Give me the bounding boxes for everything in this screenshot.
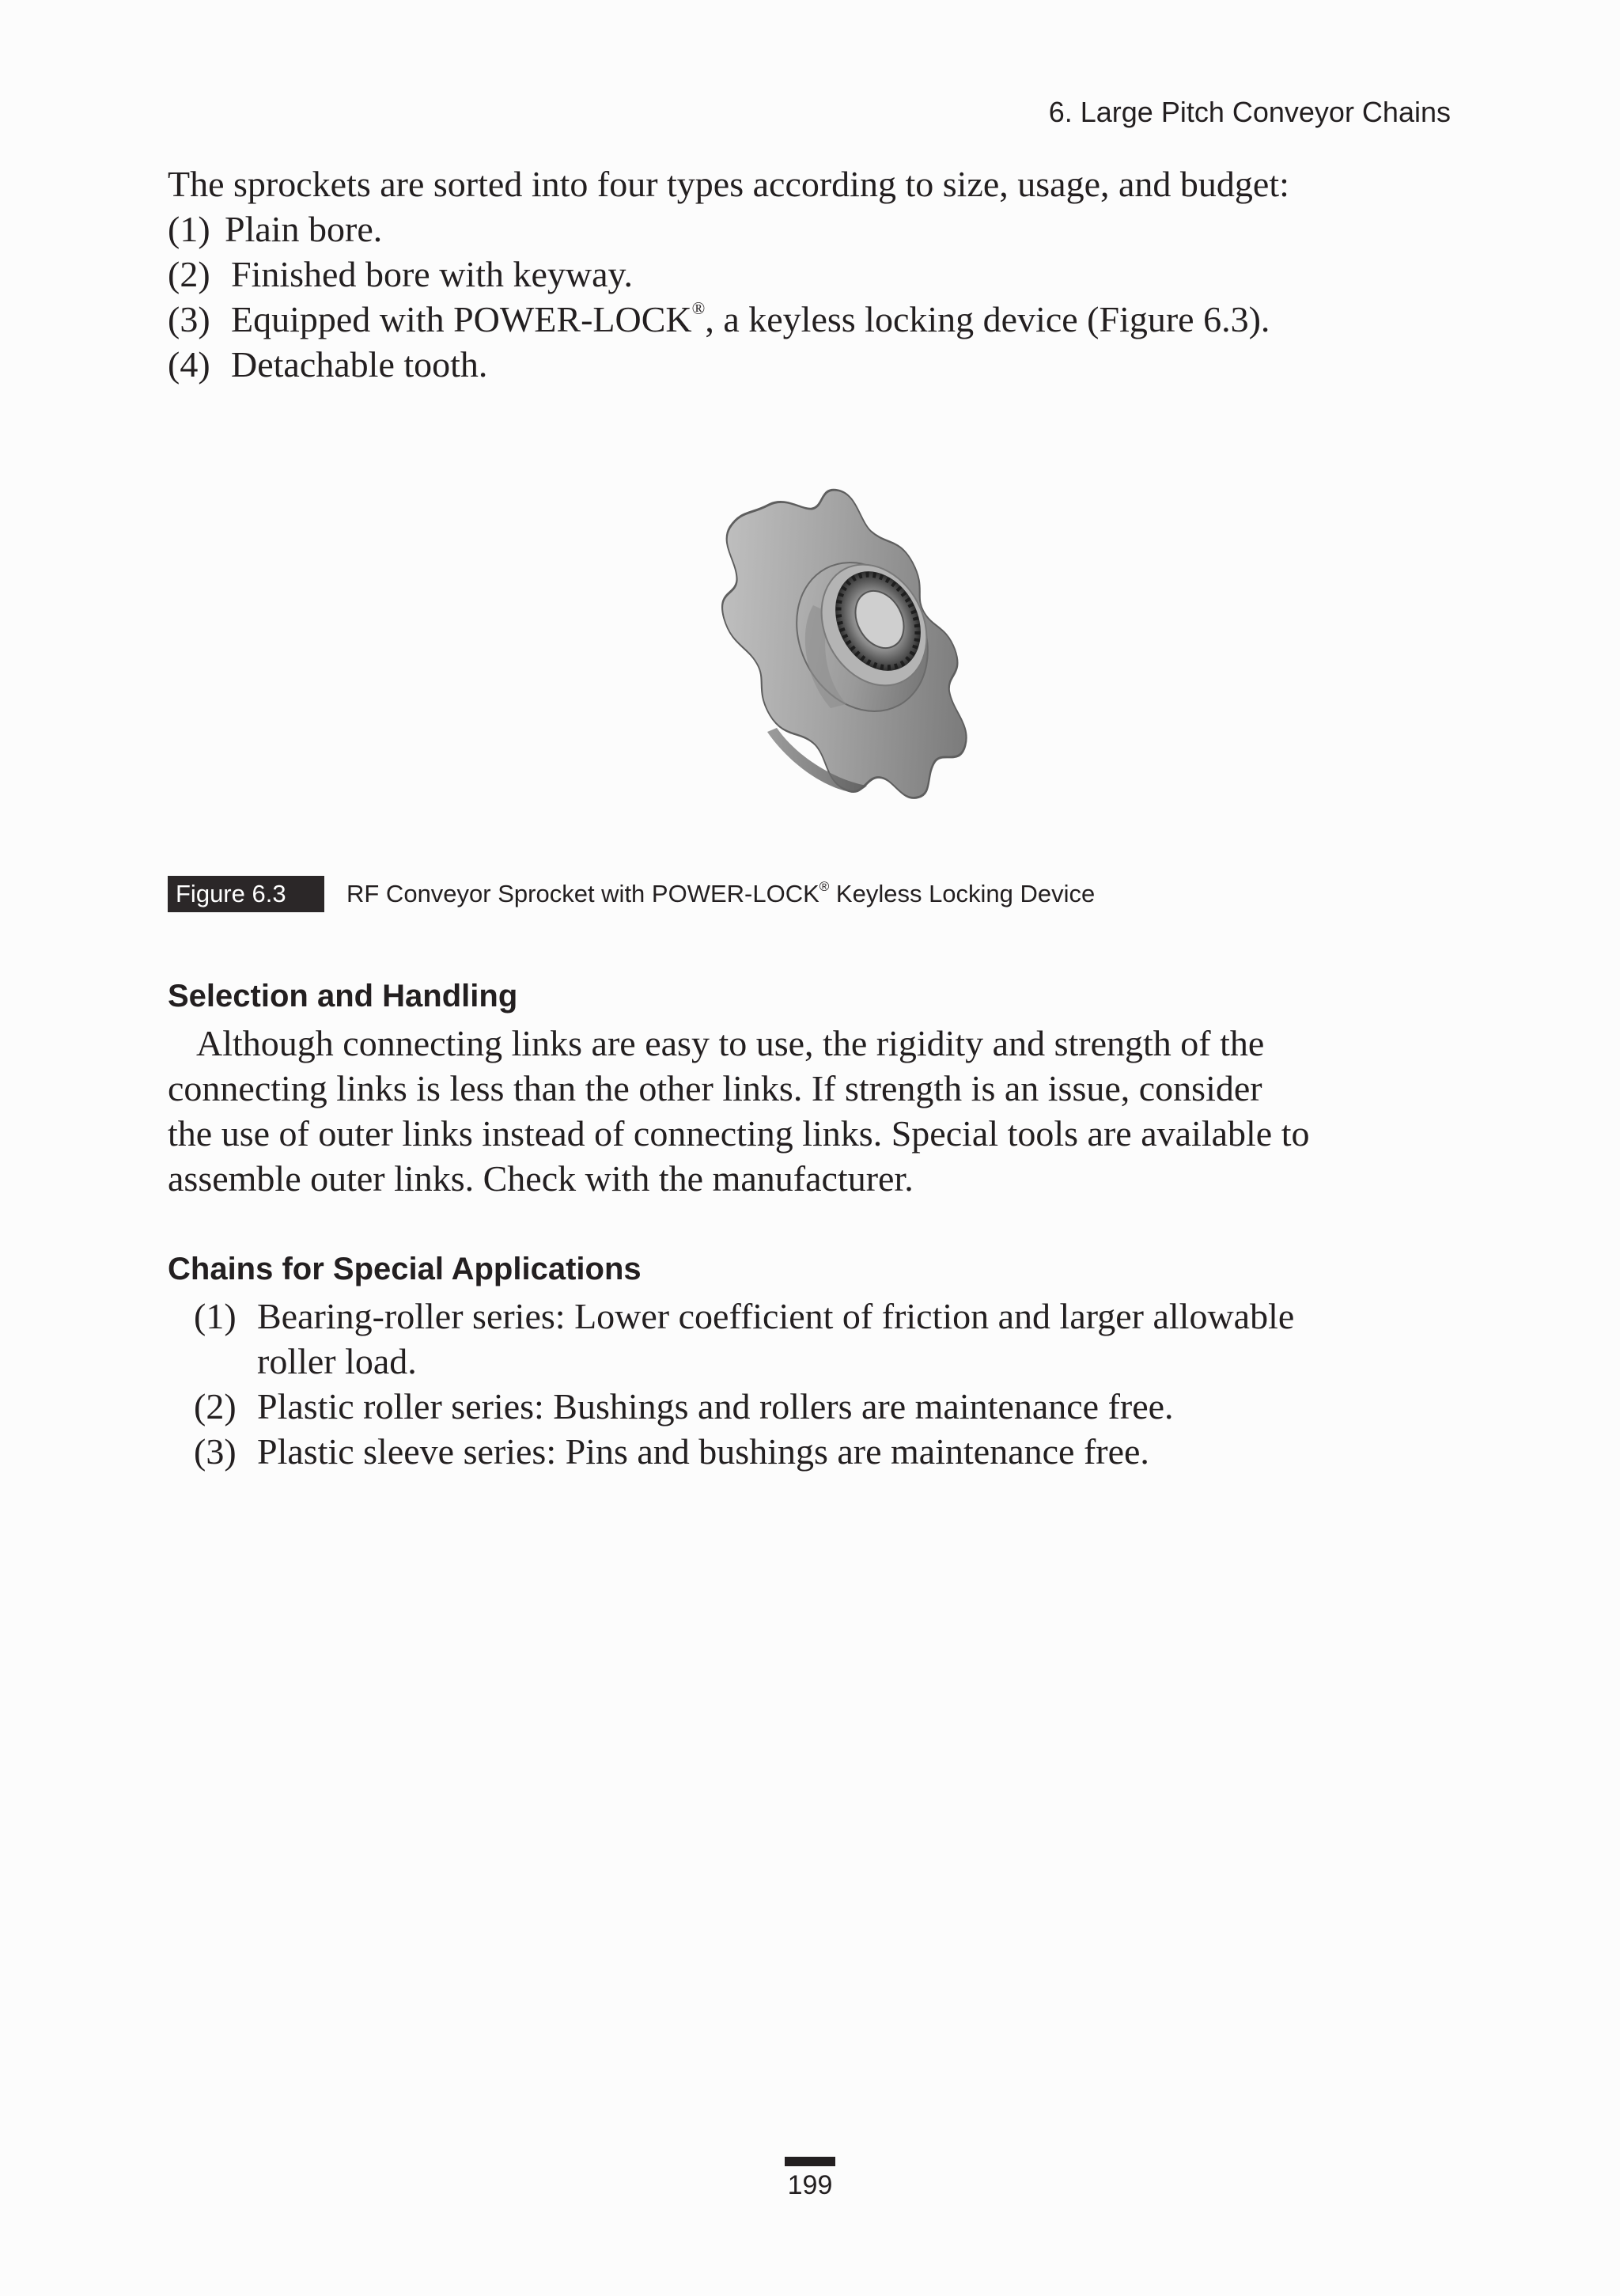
item-text: Detachable tooth.: [231, 344, 488, 385]
item-text: Equipped with POWER-LOCK: [231, 299, 692, 339]
item-number: (3): [168, 299, 210, 339]
intro-item: [168, 252, 1465, 297]
item-text: Plastic roller series: Bushings and rollers are maintenance free.: [257, 1386, 1174, 1426]
intro-list: [168, 161, 1465, 387]
list-item-continuation: roller load.: [257, 1341, 417, 1381]
item-text: Plain bore.: [225, 209, 383, 249]
sprocket-image: [712, 471, 973, 803]
intro-item: [168, 206, 1465, 252]
list-item: [194, 1429, 1459, 1474]
figure-label: Figure 6.3: [168, 876, 324, 912]
item-number: (3): [194, 1431, 237, 1472]
figure-caption: [168, 876, 1512, 912]
registered-mark: ®: [691, 298, 706, 318]
item-text-cont: , a keyless locking device (Figure 6.3).: [705, 299, 1270, 339]
sprocket-photo: [712, 471, 973, 803]
registered-mark: ®: [819, 879, 830, 894]
item-number: (2): [194, 1386, 237, 1426]
paragraph-line: connecting links is less than the other links. If strength is an issue, consider: [168, 1068, 1262, 1108]
section-heading-special: Chains for Special Applications: [168, 1252, 642, 1286]
list-item: [194, 1384, 1459, 1429]
item-number: (1): [194, 1296, 237, 1336]
page-number: 199: [787, 2170, 833, 2200]
paragraph-line: the use of outer links instead of connecting links. Special tools are available to: [168, 1113, 1310, 1154]
list-item: [194, 1294, 1459, 1339]
running-head: 6. Large Pitch Conveyor Chains: [1048, 96, 1451, 128]
intro-lead: The sprockets are sorted into four types according to size, usage, and budget:: [168, 164, 1289, 204]
item-number: (1): [168, 209, 210, 249]
section-heading-selection: Selection and Handling: [168, 979, 518, 1013]
intro-item: [168, 342, 1465, 387]
item-text: Finished bore with keyway.: [231, 254, 634, 294]
paragraph-line: assemble outer links. Check with the manufacturer.: [168, 1158, 914, 1199]
page-number-bar: [785, 2157, 835, 2166]
item-text: Bearing-roller series: Lower coefficient of friction and larger allowable: [257, 1296, 1295, 1336]
intro-item: [168, 297, 1465, 342]
item-number: (2): [168, 254, 210, 294]
item-text: Plastic sleeve series: Pins and bushings are maintenance free.: [257, 1431, 1149, 1472]
special-applications-list: [194, 1294, 1459, 1474]
item-number: (4): [168, 344, 210, 385]
figure-caption-text: RF Conveyor Sprocket with POWER-LOCK® Keyless Locking Device: [346, 879, 1096, 907]
paragraph-line: Although connecting links are easy to use, the rigidity and strength of the: [196, 1023, 1265, 1063]
selection-paragraph: [168, 1021, 1465, 1201]
